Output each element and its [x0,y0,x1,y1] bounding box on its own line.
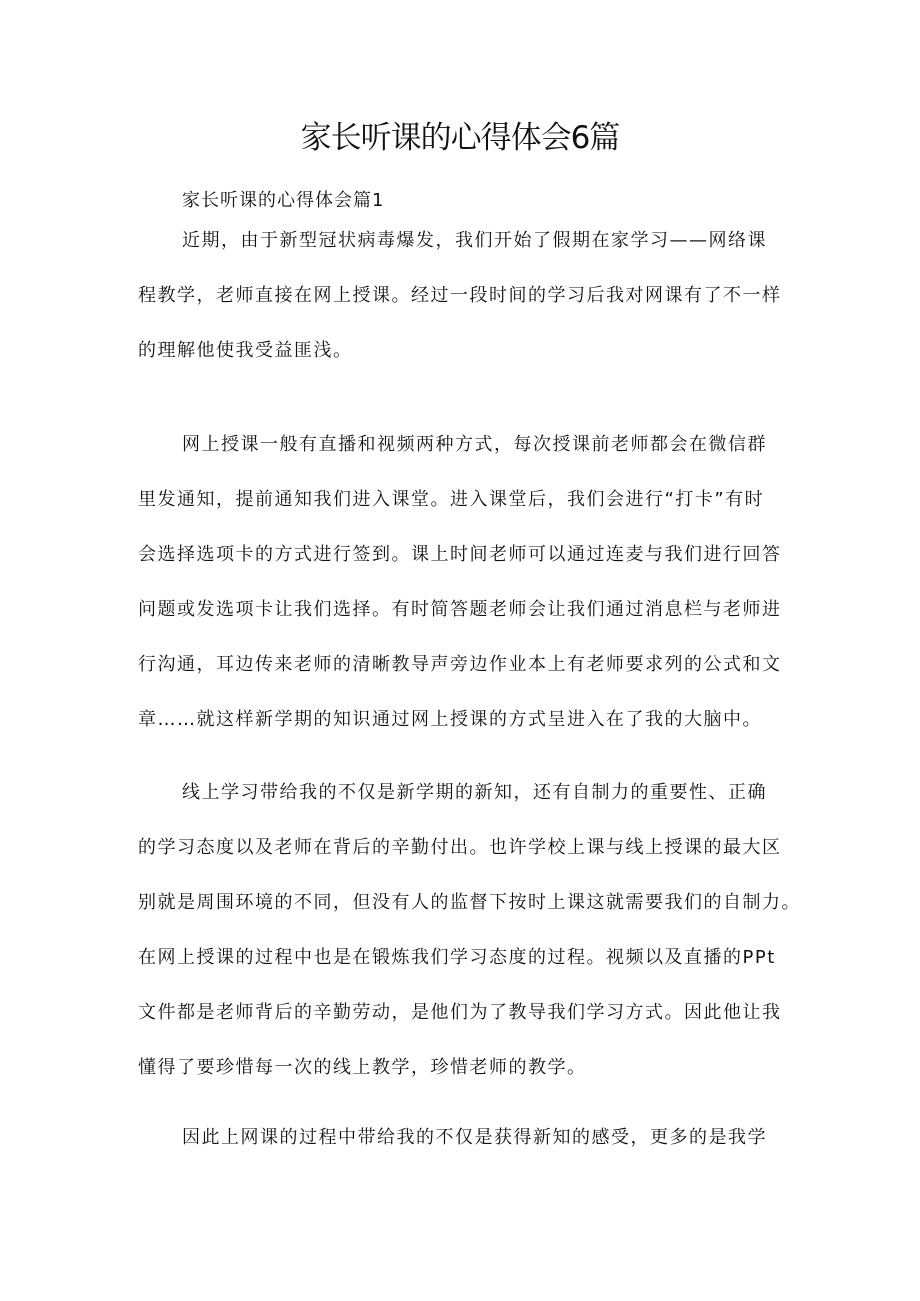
paragraph-line: 因此上网课的过程中带给我的不仅是获得新知的感受，更多的是我学 [182,1127,767,1148]
paragraph-line: 的学习态度以及老师在背后的辛勤付出。也许学校上课与线上授课的最大区 [138,837,782,858]
paragraph-3 [138,765,801,1095]
paragraph-line: 文件都是老师背后的辛勤劳动，是他们为了教导我们学习方式。因此他让我 [138,1002,782,1023]
paragraph-1 [138,213,798,378]
paragraph-line: 懂得了要珍惜每一次的线上教学，珍惜老师的教学。 [138,1057,587,1078]
paragraph-4 [138,1110,798,1165]
paragraph-line: 的理解他使我受益匪浅。 [138,340,353,361]
paragraph-line: 行沟通，耳边传来老师的清晰教导声旁边作业本上有老师要求列的公式和文 [138,654,782,675]
paragraph-line: 线上学习带给我的不仅是新学期的新知，还有自制力的重要性、正确 [182,782,767,803]
paragraph-line: 别就是周围环境的不同，但没有人的监督下按时上课这就需要我们的自制力。 [138,892,801,913]
paragraph-line: 在网上授课的过程中也是在锻炼我们学习态度的过程。视频以及直播的PPt [138,947,776,968]
paragraph-line: 里发通知，提前通知我们进入课堂。进入课堂后，我们会进行“打卡”有时 [138,489,765,510]
paragraph-line: 程教学，老师直接在网上授课。经过一段时间的学习后我对网课有了不一样 [138,285,782,306]
paragraph-line: 会选择选项卡的方式进行签到。课上时间老师可以通过连麦与我们进行回答 [138,544,782,565]
paragraph-line: 近期，由于新型冠状病毒爆发，我们开始了假期在家学习——网络课 [182,230,767,251]
paragraph-line: 问题或发选项卡让我们选择。有时简答题老师会让我们通过消息栏与老师进 [138,599,782,620]
paragraph-line: 网上授课一般有直播和视频两种方式，每次授课前老师都会在微信群 [182,434,767,455]
document-title: 家长听课的心得体会6篇 [300,120,620,156]
section-heading: 家长听课的心得体会篇1 [182,190,385,211]
paragraph-line: 章……就这样新学期的知识通过网上授课的方式呈进入在了我的大脑中。 [138,709,762,730]
paragraph-2 [138,417,798,747]
